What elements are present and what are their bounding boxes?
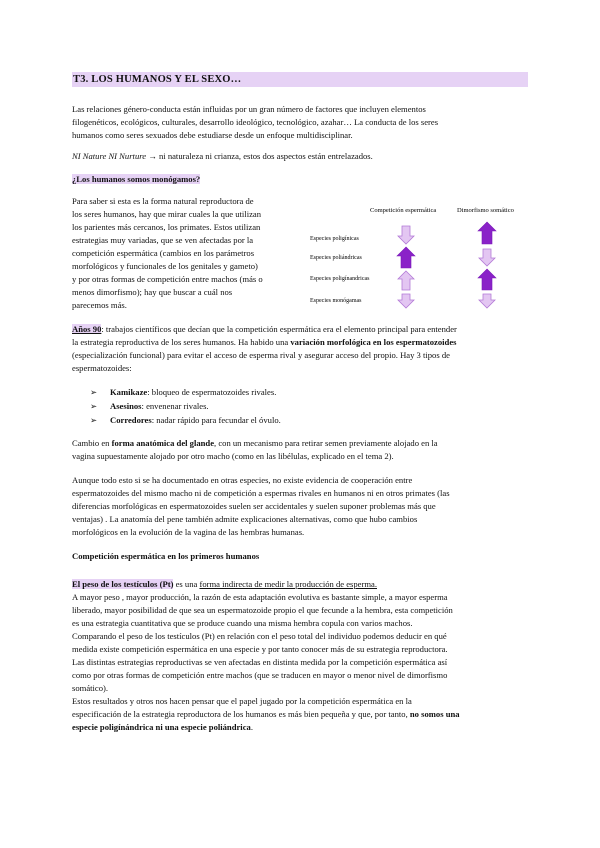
- cambio-bold: forma anatómica del glande: [111, 438, 215, 448]
- cambio-line: vagina supuestamente alojado por otro macho (como en las libélulas, explicado en el tema 2).: [72, 451, 394, 461]
- section-heading-text: ¿Los humanos somos monógamos?: [72, 174, 201, 184]
- arrow-up-light-icon: [398, 271, 414, 290]
- aunque-line: ventajas) . La anatomía del pene también admite explicaciones alternativas, como que hubo cambios: [72, 514, 418, 524]
- arrow-up-dark-icon: [397, 247, 415, 268]
- bullet-term: Kamikaze: [110, 387, 148, 397]
- arrow-down-light-icon: [479, 249, 495, 266]
- arrow-up-dark-icon: [478, 269, 496, 290]
- bullet-text: : nadar rápido para fecundar el óvulo.: [151, 415, 281, 425]
- peso-bold: especie poligínándrica ni una especie poliándrica: [72, 722, 251, 732]
- peso-text: especificación de la estrategia reproductora de los humanos es más bien pequeña y que, por tanto,: [72, 709, 410, 719]
- figure-col2-label: Dimorfismo somático: [457, 207, 514, 214]
- peso-text: .: [250, 722, 253, 732]
- bullet-term: Asesinos: [110, 401, 142, 411]
- sperm-competition-arrows: [397, 226, 415, 308]
- anos90-line: [72, 336, 456, 349]
- para1-line: los parientes más cercanos, los primates. Estos utilizan: [72, 222, 261, 232]
- intro-line: humanos como seres sexuados debe estudiarse desde un enfoque multidisciplinar.: [72, 130, 353, 140]
- bullet-item: [90, 414, 281, 427]
- intro-line: Las relaciones género-conducta están influidas por un gran número de factores que incluyen elementos: [72, 104, 426, 114]
- figure-col1-label: Competición espermática: [370, 207, 437, 214]
- cambio-text: , con un mecanismo para retirar semen previamente alojado en la: [214, 438, 438, 448]
- peso-label: El peso de los testículos (Pt): [72, 579, 174, 589]
- intro-line: filogenéticos, ecológicos, culturales, desarrollo ideológico, tecnológico, azahar… La conducta de los seres: [72, 117, 439, 127]
- figure-row-label: Especies monógamas: [310, 298, 362, 304]
- anos90-text: : trabajos científicos que decían que la competición espermática era el elemento principal para entender: [101, 324, 457, 334]
- bullet-item: [90, 386, 276, 399]
- section-heading-competicion: [72, 550, 259, 563]
- peso-underlined: forma indirecta de medir la producción de esperma.: [199, 579, 377, 589]
- peso-line: liberado, mayor posibilidad de que sea un espermatozoide propio el que fecunde a la hembra, esta competición: [72, 605, 453, 615]
- page-title: T3. LOS HUMANOS Y EL SEXO…: [73, 74, 242, 85]
- aunque-line: Aunque todo esto si se ha documentado en otras especies, no existe evidencia de cooperación entre: [72, 475, 413, 485]
- para1-line: menos dimorfismo); hay que buscar a cuál nos: [72, 287, 233, 297]
- nature-nurture-italic: NI Nature NI Nurture: [72, 151, 147, 161]
- peso-line: [72, 578, 377, 591]
- arrow-down-light-icon: [479, 294, 495, 308]
- anos90-line: espermatozoides:: [72, 363, 132, 373]
- peso-text: es una: [173, 579, 200, 589]
- anos90-line: (especialización funcional) para evitar el acceso de esperma rival y asegurar acceso del propio. Hay 3 tipos de: [72, 350, 450, 360]
- arrow-glyph: →: [148, 151, 157, 161]
- competition-figure: [300, 198, 530, 313]
- peso-line: como por otras formas de competición entre machos (que se traducen en mayor o menor nivel de dimorfismo: [72, 670, 448, 680]
- para1-line: competición espermática (cambios en los parámetros: [72, 248, 255, 258]
- nature-nurture-line: [72, 150, 373, 163]
- peso-bold: no somos una: [409, 709, 460, 719]
- anos90-line: [72, 323, 457, 336]
- bullet-arrow-icon: ➢: [90, 387, 98, 397]
- section-heading-text: Competición espermática en los primeros humanos: [72, 551, 260, 561]
- peso-line: A mayor peso , mayor producción, la razón de esta adaptación evolutiva es bastante simple, a mayor esperma: [72, 592, 448, 602]
- aunque-line: diferencias morfológicas en espermatozoides suelen ser accidentales y suelen suponer problemas más que: [72, 501, 436, 511]
- arrow-down-light-icon: [398, 226, 414, 244]
- somatic-dimorphism-arrows: [478, 222, 496, 308]
- section-heading-monogamos: [72, 173, 200, 186]
- peso-line: somático).: [72, 683, 109, 693]
- para1-line: los seres humanos, hay que mirar cuales la que utilizan: [72, 209, 262, 219]
- cambio-line: [72, 437, 438, 450]
- aunque-line: espermatozoides del mismo macho ni de competición a espermas rivales en humanos ni en otros primates (las: [72, 488, 450, 498]
- figure-row-label: Especies poligínicas: [310, 236, 359, 242]
- figure-row-label: Especies poligínandricas: [310, 276, 370, 282]
- bullet-text: : bloqueo de espermatozoides rivales.: [147, 387, 277, 397]
- bullet-arrow-icon: ➢: [90, 401, 98, 411]
- peso-line: [72, 708, 460, 721]
- para1-line: y por otras formas de competición entre machos (más o: [72, 274, 263, 284]
- cambio-text: Cambio en: [72, 438, 112, 448]
- anos90-bold: variación morfológica en los espermatozoides: [290, 337, 457, 347]
- anos90-label: Años 90: [72, 324, 102, 334]
- bullet-term: Corredores: [110, 415, 152, 425]
- para1-line: estrategias muy variadas, que se ven afectadas por la: [72, 235, 254, 245]
- para1-line: Para saber si esta es la forma natural reproductora de: [72, 196, 254, 206]
- bullet-arrow-icon: ➢: [90, 415, 98, 425]
- figure-row-label: Especies poliándricas: [310, 255, 362, 261]
- peso-line: es una estrategia cuantitativa que se produce cuando una misma hembra copula con varios machos.: [72, 618, 413, 628]
- arrow-down-light-icon: [398, 294, 414, 308]
- bullet-text: : envenenar rivales.: [141, 401, 209, 411]
- aunque-line: morfológicos en la evolución de la vagina de las hembras humanas.: [72, 527, 305, 537]
- arrow-up-dark-icon: [478, 222, 496, 244]
- para1-line: morfológicos y funcionales de los genitales y gameto): [72, 261, 258, 271]
- peso-line: Las distintas estrategias reproductivas se ven afectadas en distinta medida por la competición espermática así: [72, 657, 448, 667]
- peso-line: medida existe competición espermática en una especie y por tanto conocer más de su estrategia reproductora.: [72, 644, 448, 654]
- anos90-text: la estrategia reproductiva de los seres humanos. Ha habido una: [72, 337, 291, 347]
- peso-line: Estos resultados y otros nos hacen pensar que el papel jugado por la competición espermática en la: [72, 696, 412, 706]
- nature-nurture-text: ni naturaleza ni crianza, estos dos aspectos están entrelazados.: [156, 151, 373, 161]
- para1-line: parecemos más.: [72, 300, 127, 310]
- bullet-item: [90, 400, 209, 413]
- peso-line: [72, 721, 253, 734]
- peso-line: Comparando el peso de los testículos (Pt) en relación con el peso total del individuo podemos deducir en qué: [72, 631, 447, 641]
